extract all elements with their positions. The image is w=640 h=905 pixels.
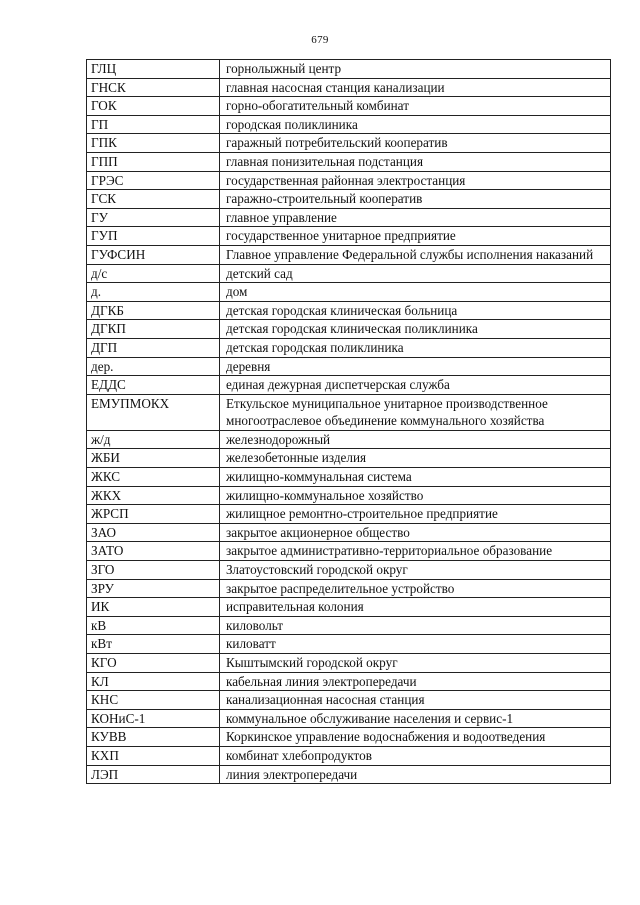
definition-cell: комбинат хлебопродуктов xyxy=(220,746,611,765)
table-row xyxy=(87,394,611,430)
abbreviation-cell: КУВВ xyxy=(87,728,220,747)
table-row xyxy=(87,746,611,765)
definition-cell: главная понизительная подстанция xyxy=(220,152,611,171)
definition-cell: горнолыжный центр xyxy=(220,60,611,79)
abbreviation-cell: д. xyxy=(87,283,220,302)
abbreviation-cell: ГУФСИН xyxy=(87,245,220,264)
abbreviation-cell: КГО xyxy=(87,654,220,673)
definition-cell: гаражный потребительский кооператив xyxy=(220,134,611,153)
abbreviation-cell: ЕМУПМОКХ xyxy=(87,394,220,430)
definition-cell: киловатт xyxy=(220,635,611,654)
definition-cell: деревня xyxy=(220,357,611,376)
abbreviation-cell: ж/д xyxy=(87,430,220,449)
table-row xyxy=(87,505,611,524)
table-row xyxy=(87,134,611,153)
definition-cell: Кыштымский городской округ xyxy=(220,654,611,673)
abbreviation-cell: ЗАО xyxy=(87,523,220,542)
table-row xyxy=(87,264,611,283)
abbreviation-cell: ГУП xyxy=(87,227,220,246)
abbreviation-cell: ГУ xyxy=(87,208,220,227)
abbreviation-cell: ГНСК xyxy=(87,78,220,97)
definition-cell: Златоустовский городской округ xyxy=(220,561,611,580)
abbreviation-cell: дер. xyxy=(87,357,220,376)
abbreviation-cell: ГПП xyxy=(87,152,220,171)
definition-cell: единая дежурная диспетчерская служба xyxy=(220,376,611,395)
definition-cell: исправительная колония xyxy=(220,598,611,617)
table-row xyxy=(87,283,611,302)
definition-cell: киловольт xyxy=(220,616,611,635)
table-row xyxy=(87,338,611,357)
abbreviation-cell: ГЛЦ xyxy=(87,60,220,79)
abbreviation-cell: ГОК xyxy=(87,97,220,116)
definition-cell: жилищно-коммунальная система xyxy=(220,468,611,487)
table-row xyxy=(87,542,611,561)
table-row xyxy=(87,301,611,320)
definition-cell: детская городская клиническая больница xyxy=(220,301,611,320)
definition-cell: кабельная линия электропередачи xyxy=(220,672,611,691)
abbreviation-cell: ЖКХ xyxy=(87,486,220,505)
abbreviations-table-body xyxy=(87,60,611,784)
table-row xyxy=(87,357,611,376)
abbreviation-cell: ЖРСП xyxy=(87,505,220,524)
definition-cell: жилищное ремонтно-строительное предприятие xyxy=(220,505,611,524)
page-number: 679 xyxy=(311,34,329,46)
table-row xyxy=(87,60,611,79)
definition-cell: государственная районная электростанция xyxy=(220,171,611,190)
definition-cell: закрытое распределительное устройство xyxy=(220,579,611,598)
table-row xyxy=(87,672,611,691)
abbreviation-cell: КХП xyxy=(87,746,220,765)
abbreviation-cell: ЛЭП xyxy=(87,765,220,784)
table-row xyxy=(87,598,611,617)
abbreviation-cell: ИК xyxy=(87,598,220,617)
definition-cell: коммунальное обслуживание населения и сервис-1 xyxy=(220,709,611,728)
table-row xyxy=(87,561,611,580)
definition-cell: детский сад xyxy=(220,264,611,283)
abbreviation-cell: д/с xyxy=(87,264,220,283)
definition-cell: детская городская поликлиника xyxy=(220,338,611,357)
abbreviation-cell: ЖБИ xyxy=(87,449,220,468)
table-row xyxy=(87,709,611,728)
table-row xyxy=(87,115,611,134)
table-row xyxy=(87,78,611,97)
table-row xyxy=(87,97,611,116)
table-row xyxy=(87,486,611,505)
definition-cell: государственное унитарное предприятие xyxy=(220,227,611,246)
abbreviation-cell: ЕДДС xyxy=(87,376,220,395)
abbreviation-cell: ЗАТО xyxy=(87,542,220,561)
abbreviation-cell: КОНиС-1 xyxy=(87,709,220,728)
abbreviations-table xyxy=(86,59,611,784)
table-row xyxy=(87,208,611,227)
table-row xyxy=(87,227,611,246)
abbreviation-cell: ГПК xyxy=(87,134,220,153)
abbreviation-cell: ДГП xyxy=(87,338,220,357)
table-row xyxy=(87,654,611,673)
table-row xyxy=(87,430,611,449)
table-row xyxy=(87,152,611,171)
definition-cell: горно-обогатительный комбинат xyxy=(220,97,611,116)
table-row xyxy=(87,765,611,784)
table-row xyxy=(87,320,611,339)
table-row xyxy=(87,376,611,395)
definition-cell: железобетонные изделия xyxy=(220,449,611,468)
definition-cell: линия электропередачи xyxy=(220,765,611,784)
table-row xyxy=(87,728,611,747)
table-row xyxy=(87,635,611,654)
abbreviation-cell: ЗГО xyxy=(87,561,220,580)
abbreviation-cell: ДГКБ xyxy=(87,301,220,320)
table-row xyxy=(87,523,611,542)
abbreviation-cell: кВ xyxy=(87,616,220,635)
definition-cell: гаражно-строительный кооператив xyxy=(220,190,611,209)
abbreviation-cell: КЛ xyxy=(87,672,220,691)
definition-cell: железнодорожный xyxy=(220,430,611,449)
abbreviation-cell: ГРЭС xyxy=(87,171,220,190)
definition-cell: жилищно-коммунальное хозяйство xyxy=(220,486,611,505)
abbreviation-cell: ДГКП xyxy=(87,320,220,339)
definition-cell: главная насосная станция канализации xyxy=(220,78,611,97)
table-row xyxy=(87,190,611,209)
table-row xyxy=(87,691,611,710)
table-row xyxy=(87,449,611,468)
abbreviation-cell: кВт xyxy=(87,635,220,654)
table-row xyxy=(87,245,611,264)
table-row xyxy=(87,579,611,598)
abbreviation-cell: ГП xyxy=(87,115,220,134)
abbreviation-cell: ГСК xyxy=(87,190,220,209)
definition-cell: городская поликлиника xyxy=(220,115,611,134)
table-row xyxy=(87,468,611,487)
abbreviation-cell: ЖКС xyxy=(87,468,220,487)
definition-cell: закрытое административно-территориальное образование xyxy=(220,542,611,561)
definition-cell: Еткульское муниципальное унитарное производственное многоотраслевое объединение коммунального хозяйства xyxy=(220,394,611,430)
definition-cell: Главное управление Федеральной службы исполнения наказаний xyxy=(220,245,611,264)
definition-cell: канализационная насосная станция xyxy=(220,691,611,710)
definition-cell: Коркинское управление водоснабжения и водоотведения xyxy=(220,728,611,747)
definition-cell: детская городская клиническая поликлиника xyxy=(220,320,611,339)
definition-cell: главное управление xyxy=(220,208,611,227)
definition-cell: дом xyxy=(220,283,611,302)
definition-cell: закрытое акционерное общество xyxy=(220,523,611,542)
table-row xyxy=(87,171,611,190)
abbreviation-cell: ЗРУ xyxy=(87,579,220,598)
abbreviation-cell: КНС xyxy=(87,691,220,710)
table-row xyxy=(87,616,611,635)
